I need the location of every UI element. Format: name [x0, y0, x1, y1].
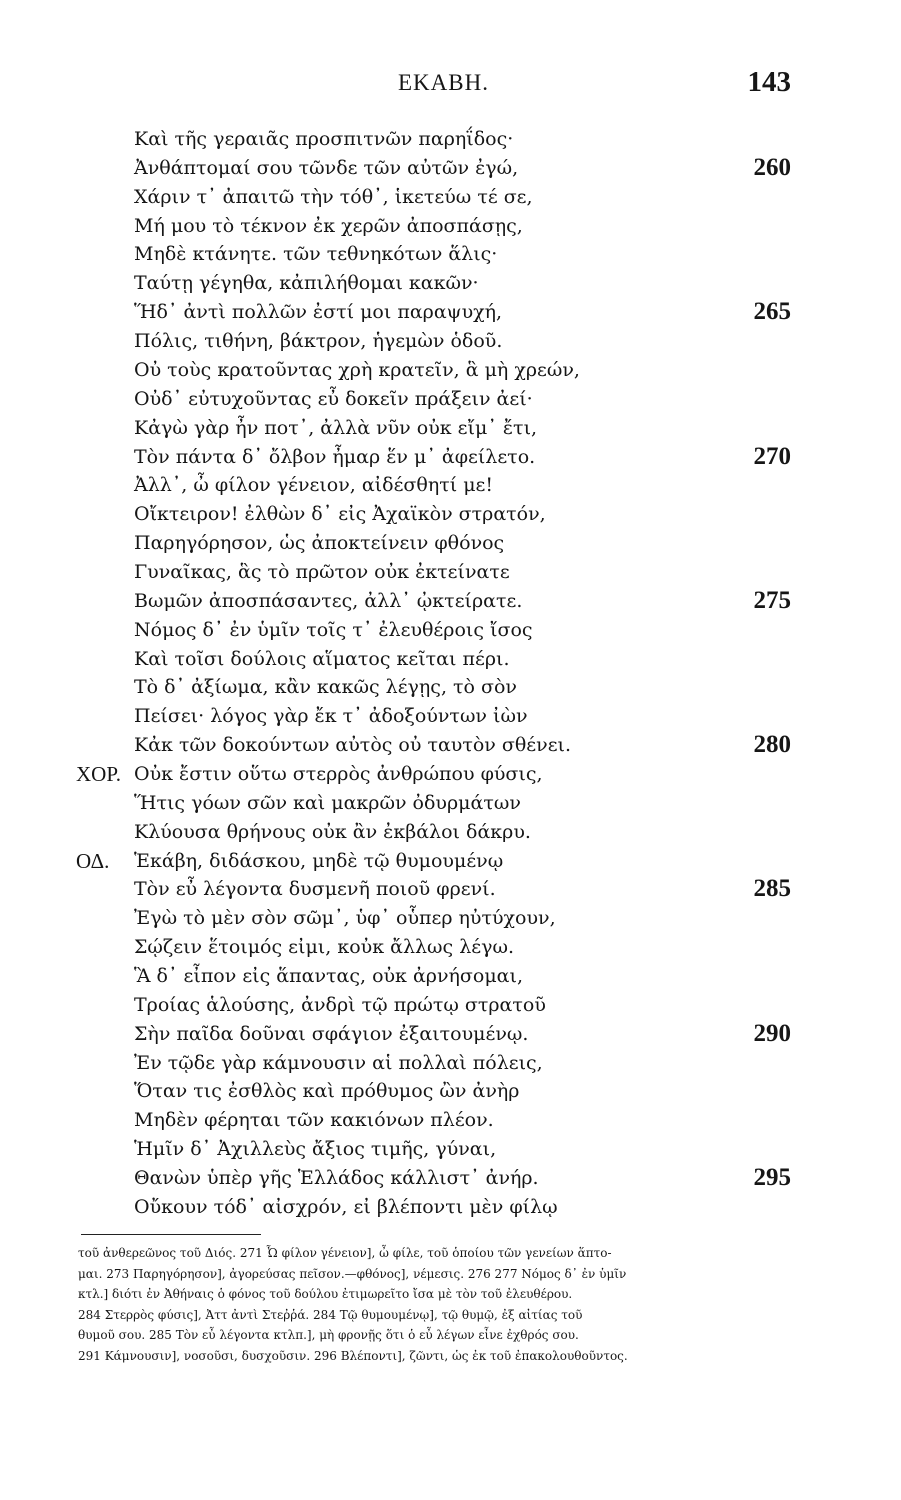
verse-line: [0, 846, 901, 876]
footnote-rule: [81, 1234, 261, 1235]
verse-text: Πείσει· λόγος γὰρ ἔκ τ᾽ ἀδοξούντων ἰὼν: [134, 705, 528, 728]
verse-line: [0, 1076, 901, 1106]
verse-line: [0, 1019, 901, 1049]
verse-text: Κλύουσα θρήνους οὐκ ἂν ἐκβάλοι δάκρυ.: [134, 820, 531, 843]
verse-line: [0, 1134, 901, 1164]
verse-line: [0, 730, 901, 760]
verse-text: Σὴν παῖδα δοῦναι σφάγιον ἐξαιτουμένῳ.: [134, 1022, 529, 1045]
verse-text: Ἃ δ᾽ εἶπον εἰς ἅπαντας, οὐκ ἀρνήσομαι,: [134, 964, 523, 987]
verse-line: [0, 268, 901, 298]
verse-text: Ἥδ᾽ ἀντὶ πολλῶν ἐστί μοι παραψυχή,: [134, 301, 503, 324]
verse-text: Τὸν εὖ λέγοντα δυσμενῆ ποιοῦ φρενί.: [134, 878, 496, 901]
verse-line: [0, 355, 901, 385]
verse-text: Πόλις, τιθήνη, βάκτρον, ἡγεμὼν ὁδοῦ.: [134, 330, 503, 352]
verse-text: Οὔκουν τόδ᾽ αἰσχρόν, εἰ βλέποντι μὲν φίλῳ: [134, 1195, 558, 1218]
verse-line: [0, 701, 901, 731]
footnote-line: 284 Στερρὸς φύσις], Ἀττ ἀντὶ Στεῤῥά. 284 Τῷ θυμουμένῳ], τῷ θυμῷ, ἐξ αἰτίας τοῦ: [78, 1307, 583, 1322]
verse-text: Κἀκ τῶν δοκούντων αὐτὸς οὐ ταυτὸν σθένει.: [134, 734, 572, 757]
verse-text: Οὐ τοὺς κρατοῦντας χρὴ κρατεῖν, ἃ μὴ χρεών,: [134, 358, 580, 381]
verse-line: [0, 615, 901, 645]
verse-line: [0, 442, 901, 472]
verse-text: Ἐν τῷδε γὰρ κάμνουσιν αἱ πολλαὶ πόλεις,: [134, 1051, 543, 1074]
verse-text: Τὸ δ᾽ ἀξίωμα, κἂν κακῶς λέγῃς, τὸ σὸν: [134, 676, 517, 699]
verse-line: [0, 874, 901, 904]
verse-text: Νόμος δ᾽ ἐν ὑμῖν τοῖς τ᾽ ἐλευθέροις ἴσος: [134, 618, 533, 641]
verse-text: Βωμῶν ἀποσπάσαντες, ἀλλ᾽ ᾠκτείρατε.: [134, 589, 523, 612]
verse-line: [0, 239, 901, 269]
verse-text: Ταύτῃ γέγηθα, κἀπιλήθομαι κακῶν·: [134, 272, 479, 295]
verse-line: [0, 644, 901, 674]
verse-text: Μηδὲν φέρηται τῶν κακιόνων πλέον.: [134, 1109, 494, 1132]
verse-line: [0, 182, 901, 212]
line-number: 290: [753, 1019, 791, 1047]
verse-line: [0, 759, 901, 789]
verse-text: Γυναῖκας, ἃς τὸ πρῶτον οὐκ ἐκτείνατε: [134, 560, 510, 583]
verse-text: Οἴκτειρον! ἐλθὼν δ᾽ εἰς Ἀχαϊκὸν στρατόν,: [134, 503, 546, 526]
line-number: 275: [753, 586, 791, 614]
verse-line: [0, 586, 901, 616]
line-number: 295: [753, 1164, 791, 1191]
verse-text: Ἐγὼ τὸ μὲν σὸν σῶμ᾽, ὑφ᾽ οὗπερ ηὐτύχουν,: [134, 907, 556, 930]
verse-line: [0, 413, 901, 443]
verse-text: Τροίας ἁλούσης, ἀνδρὶ τῷ πρώτῳ στρατοῦ: [134, 993, 546, 1016]
page-number: 143: [747, 66, 791, 98]
verse-line: [0, 1048, 901, 1078]
verse-line: [0, 124, 901, 154]
verse-line: [0, 326, 901, 356]
verse-line: [0, 384, 901, 414]
verse-text: Ἡμῖν δ᾽ Ἀχιλλεὺς ἄξιος τιμῆς, γύναι,: [134, 1138, 497, 1161]
verse-line: [0, 1105, 901, 1135]
verse-text: Οὐδ᾽ εὐτυχοῦντας εὖ δοκεῖν πράξειν ἀεί·: [134, 387, 533, 410]
verse-text: Παρηγόρησον, ὡς ἀποκτείνειν φθόνος: [134, 532, 505, 554]
verse-line: [0, 297, 901, 327]
line-number: 285: [753, 875, 791, 903]
line-number: 265: [753, 298, 791, 326]
verse-text: Μή μου τὸ τέκνον ἐκ χερῶν ἀποσπάσῃς,: [134, 214, 523, 237]
footnote-line: τοῦ ἀνθερεῶνος τοῦ Διός. 271 Ὦ φίλον γένειον], ὦ φίλε, τοῦ ὁποίου τῶν γενείων ἅπτο-: [78, 1246, 612, 1260]
verse-line: [0, 557, 901, 587]
verse-text: Σῴζειν ἕτοιμός εἰμι, κοὐκ ἄλλως λέγω.: [134, 936, 514, 959]
verse-text: Κἀγὼ γὰρ ἦν ποτ᾽, ἀλλὰ νῦν οὐκ εἴμ᾽ ἔτι,: [134, 416, 538, 439]
footnote-line: μαι. 273 Παρηγόρησον], ἀγορεύσας πεῖσον.—φθόνος], νέμεσις. 276 277 Νόμος δ᾽ ἐν ὑμῖν: [78, 1266, 627, 1281]
speaker-label: ΧΟΡ.: [76, 761, 121, 786]
footnote-line: θυμοῦ σου. 285 Τὸν εὖ λέγοντα κτλπ.], μὴ φρονῇς ὅτι ὁ εὖ λέγων εἶνε ἐχθρός σου.: [78, 1328, 579, 1342]
line-number: 270: [753, 442, 791, 470]
verse-line: [0, 470, 901, 500]
verse-text: Ἑκάβη, διδάσκου, μηδὲ τῷ θυμουμένῳ: [134, 849, 504, 872]
verse-text: Ἥτις γόων σῶν καὶ μακρῶν ὀδυρμάτων: [134, 791, 521, 814]
verse-line: [0, 672, 901, 702]
verse-line: [0, 211, 901, 241]
verse-text: Ἀνθάπτομαί σου τῶνδε τῶν αὐτῶν ἐγώ,: [134, 156, 519, 179]
verse-line: [0, 903, 901, 933]
line-number: 260: [753, 153, 791, 181]
verse-line: [0, 528, 901, 558]
verse-text: Χάριν τ᾽ ἀπαιτῶ τὴν τόθ᾽, ἱκετεύω τέ σε,: [134, 185, 533, 208]
verse-line: [0, 153, 901, 183]
verse-line: [0, 990, 901, 1020]
footnote-line: 291 Κάμνουσιν], νοσοῦσι, δυσχοῦσιν. 296 Βλέποντι], ζῶντι, ὡς ἐκ τοῦ ἐπακολουθοῦντος.: [78, 1348, 628, 1363]
verse-line: [0, 817, 901, 847]
verse-line: [0, 499, 901, 529]
verse-line: [0, 932, 901, 962]
verse-text: Καὶ τοῖσι δούλοις αἵματος κεῖται πέρι.: [134, 647, 510, 670]
verse-text: Τὸν πάντα δ᾽ ὄλβον ἦμαρ ἕν μ᾽ ἀφείλετο.: [134, 445, 536, 468]
verse-line: [0, 1192, 901, 1222]
verse-text: Οὐκ ἔστιν οὕτω στερρὸς ἀνθρώπου φύσις,: [134, 762, 543, 785]
verse-text: Ἀλλ᾽, ὦ φίλον γένειον, αἰδέσθητί με!: [134, 474, 494, 497]
verse-text: Καὶ τῆς γεραιᾶς προσπιτνῶν παρηΐδος·: [134, 128, 514, 150]
verse-text: Θανὼν ὑπὲρ γῆς Ἑλλάδος κάλλιστ᾽ ἀνήρ.: [134, 1167, 539, 1189]
verse-text: Μηδὲ κτάνητε. τῶν τεθνηκότων ἅλις·: [134, 243, 498, 266]
verse-line: [0, 961, 901, 991]
footnote-line: κτλ.] διότι ἐν Ἀθήναις ὁ φόνος τοῦ δούλου ἐτιμωρεῖτο ἴσα μὲ τὸν τοῦ ἐλευθέρου.: [78, 1287, 573, 1301]
verse-line: [0, 788, 901, 818]
verse-text: Ὅταν τις ἐσθλὸς καὶ πρόθυμος ὢν ἀνὴρ: [134, 1080, 520, 1103]
speaker-label: ΟΔ.: [76, 848, 110, 873]
verse-line: [0, 1163, 901, 1193]
line-number: 280: [753, 731, 791, 759]
running-head-title: ΕΚΑΒΗ.: [398, 70, 489, 95]
